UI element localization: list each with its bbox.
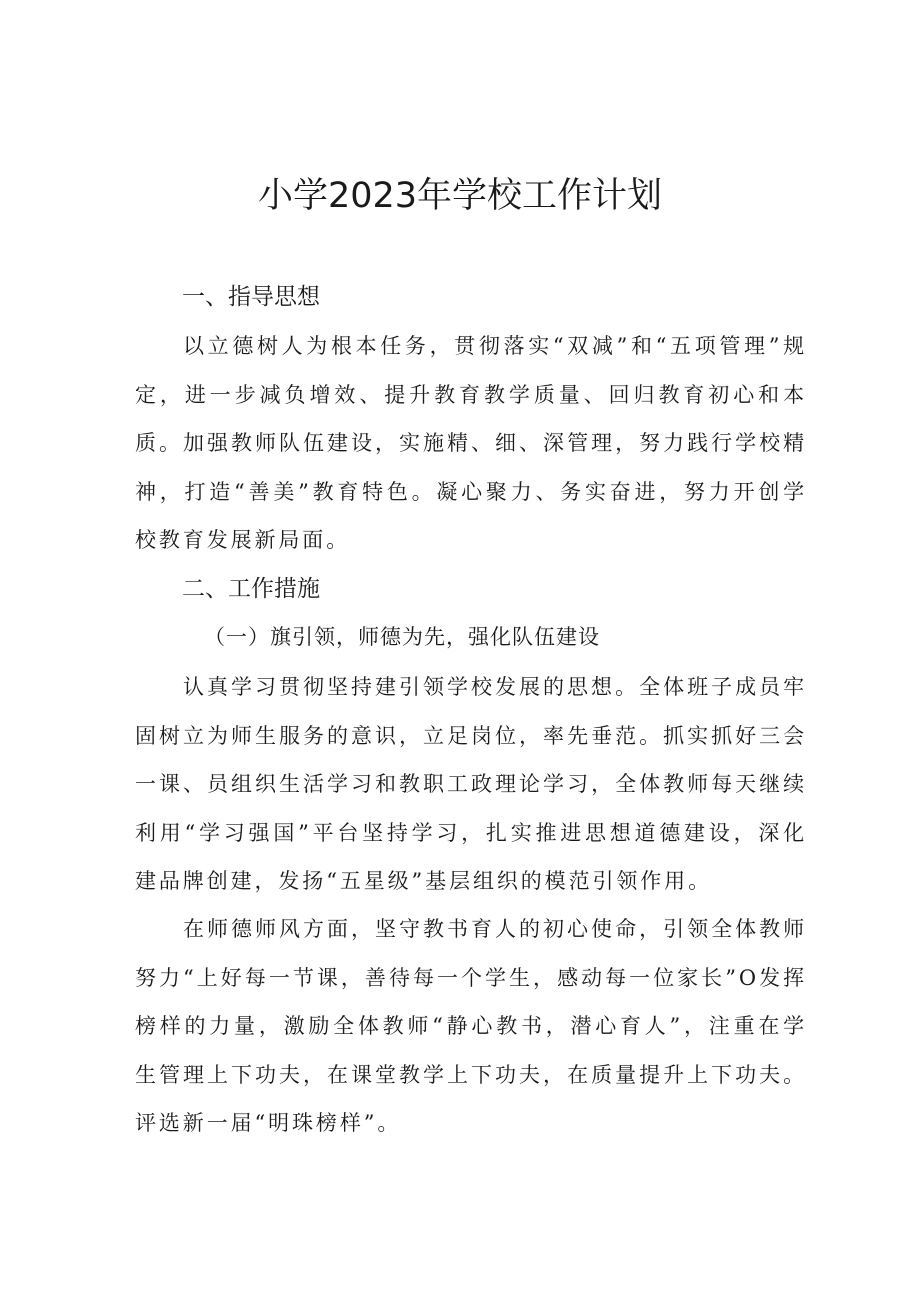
subsection-heading-team-building: （一）旗引领，师德为先，强化队伍建设 (204, 625, 600, 649)
section-heading-work-measures: 二、工作措施 (182, 576, 320, 602)
document-title: 小学2023年学校工作计划 (257, 176, 663, 216)
paragraph-study-implementation: 认真学习贯彻坚持建引领学校发展的思想。全体班子成员牢固树立为师生服务的意识，立足岗位，率先垂范。抓实抓好三会一课、员组织生活学习和教职工政理论学习，全体教师每天继续利用“学习强国”平台坚持学习，扎实推进思想道德建设，深化建品牌创建，发扬“五星级”基层组织的模范引领作用。 (135, 675, 807, 894)
paragraph-teacher-ethics: 在师德师风方面，坚守教书育人的初心使命，引领全体教师努力“上好每一节课，善待每一个学生，感动每一位家长”O发挥榜样的力量，激励全体教师“静心教书，潜心育人”，注重在学生管理上下功夫，在课堂教学上下功夫，在质量提升上下功夫。评选新一届“明珠榜样”。 (135, 917, 807, 1136)
section-heading-guiding-ideology: 一、指导思想 (182, 284, 320, 310)
paragraph-guiding-ideology: 以立德树人为根本任务，贯彻落实“双减”和“五项管理”规定，进一步减负增效、提升教育教学质量、回归教育初心和本质。加强教师队伍建设，实施精、细、深管理，努力践行学校精神，打造“善美”教育特色。凝心聚力、务实奋进，努力开创学校教育发展新局面。 (135, 334, 807, 553)
